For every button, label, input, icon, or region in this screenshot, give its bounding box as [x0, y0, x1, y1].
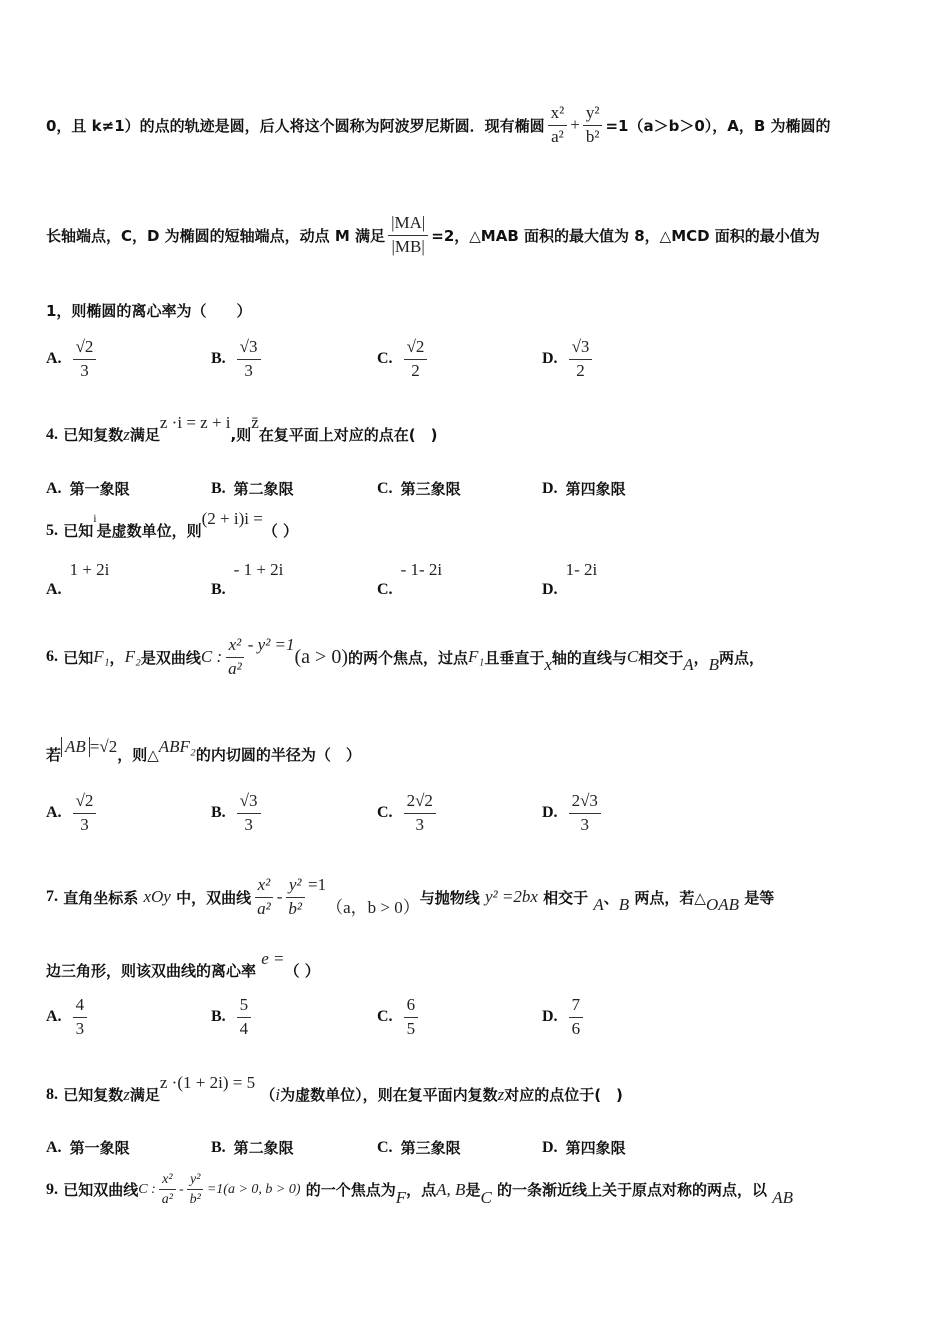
- q6-line2: 若 AB =√2 ，则△ ABF₂ 的内切圆的半径为（ ）: [46, 736, 361, 764]
- q3-option-a[interactable]: A. $\frac{√2}{3}$: [46, 338, 99, 380]
- q7-option-c[interactable]: C. $\frac{6}{5}$: [377, 996, 421, 1038]
- q3-option-c[interactable]: C. $\frac{√2}{2}$: [377, 338, 430, 380]
- q4-option-c[interactable]: C. 第三象限: [377, 479, 461, 498]
- q5-equation: (2 + i)i =: [201, 508, 263, 528]
- q3-line2-suffix: =2，△MAB 面积的最大值为 8，△MCD 面积的最小值为: [431, 226, 820, 245]
- q9-stem: 9. 已知双曲线 C : $\frac{\text{x²}}{\text{a²}}$ - $\frac{\text{y²}}{\text{b²}}$ =1(a > 0, b > 0) 的一个焦点为 F ，点 A, B 是 C 的一条渐近线上关于原点对称的两点，以 AB: [46, 1172, 794, 1208]
- q4-option-d[interactable]: D. 第四象限: [542, 479, 626, 498]
- q8-option-a[interactable]: A. 第一象限: [46, 1138, 130, 1157]
- ellipse-frac-x: $\frac{\text{x²}}{\text{a²}}$: [548, 104, 568, 146]
- q3-line1: 0，且 k≠1）的点的轨迹是圆，后人将这个圆称为阿波罗尼斯圆．现有椭圆 $\frac{\text{x²}}{\text{a²}}$ + $\frac{\text{y²}}{\text{b²}}$ =1（a＞b＞0），A，B 为椭圆的: [46, 103, 831, 146]
- ratio-frac: $\frac{|MA|}{|MB|}$: [388, 214, 428, 256]
- q8-option-b[interactable]: B. 第二象限: [211, 1138, 294, 1157]
- q6-option-a[interactable]: A. $\frac{√2}{3}$: [46, 792, 99, 834]
- q3-line2-prefix: 长轴端点，C，D 为椭圆的短轴端点，动点 M 满足: [46, 226, 386, 245]
- q5-option-b[interactable]: B. - 1 + 2i: [211, 560, 284, 598]
- ellipse-frac-y: $\frac{\text{y²}}{\text{b²}}$: [583, 104, 603, 146]
- q3-line2: [46, 214, 820, 256]
- q8-option-d[interactable]: D. 第四象限: [542, 1138, 626, 1157]
- q8-option-c[interactable]: C. 第三象限: [377, 1138, 461, 1157]
- q4-option-a[interactable]: A. 第一象限: [46, 479, 130, 498]
- q4-stem: 4. 已知复数 z 满足 z ·i = z + i ,则 z̄ 在复平面上对应的点在( ): [46, 412, 438, 444]
- z-conjugate: z̄: [251, 412, 259, 432]
- q6-option-c[interactable]: C. $\frac{2√2}{3}$: [377, 792, 439, 834]
- q8-stem: 8. 已知复数 z 满足 z ·(1 + 2i) = 5 （ i 为虚数单位），则在复平面内复数 z 对应的点位于( ): [46, 1072, 623, 1104]
- q4-equation: z ·i = z + i: [159, 412, 231, 432]
- q7-line1: 7. 直角坐标系 xOy 中，双曲线 $\frac{\text{x²}}{\text{a²}}$ - $\frac{\text{y²}}{\text{b²}}$ =1 （a，b > 0） 与抛物线 y² =2bx 相交于 A 、 B 两点，若△ OAB 是等: [46, 875, 775, 918]
- q6-option-b[interactable]: B. $\frac{√3}{3}$: [211, 792, 264, 834]
- q7-option-a[interactable]: A. $\frac{4}{3}$: [46, 996, 90, 1038]
- q6-option-d[interactable]: D. $\frac{2√3}{3}$: [542, 792, 604, 834]
- q5-stem: 5. 已知 i 是虚数单位，则 (2 + i)i = （ ）: [46, 508, 299, 540]
- q5-option-d[interactable]: D. 1- 2i: [542, 560, 598, 598]
- q7-line2: 边三角形，则该双曲线的离心率 e = （ ）: [46, 948, 320, 980]
- q7-option-b[interactable]: B. $\frac{5}{4}$: [211, 996, 254, 1038]
- q4-option-b[interactable]: B. 第二象限: [211, 479, 294, 498]
- q8-equation: z ·(1 + 2i) = 5: [159, 1072, 256, 1092]
- q5-option-a[interactable]: A. 1 + 2i: [46, 560, 110, 598]
- q3-option-b[interactable]: B. $\frac{√3}{3}$: [211, 338, 264, 380]
- q7-option-d[interactable]: D. $\frac{7}{6}$: [542, 996, 586, 1038]
- q3-line1-prefix: 0，且 k≠1）的点的轨迹是圆，后人将这个圆称为阿波罗尼斯圆．现有椭圆: [46, 116, 545, 135]
- q3-line1-suffix: =1（a＞b＞0），A，B 为椭圆的: [605, 116, 831, 135]
- q3-line3: 1，则椭圆的离心率为（ ）: [46, 302, 252, 320]
- q5-option-c[interactable]: C. - 1- 2i: [377, 560, 443, 598]
- q3-option-d[interactable]: D. $\frac{√3}{2}$: [542, 338, 595, 380]
- q6-line1: 6. 已知 F₁ ， F₂ 是双曲线 C : $\frac{\text{x²}}{\text{a²}}$ - y² =1 (a > 0) 的两个焦点，过点 F₁ 且垂直于 x 轴的直线与 C 相交于 A ， B 两点，: [46, 635, 765, 678]
